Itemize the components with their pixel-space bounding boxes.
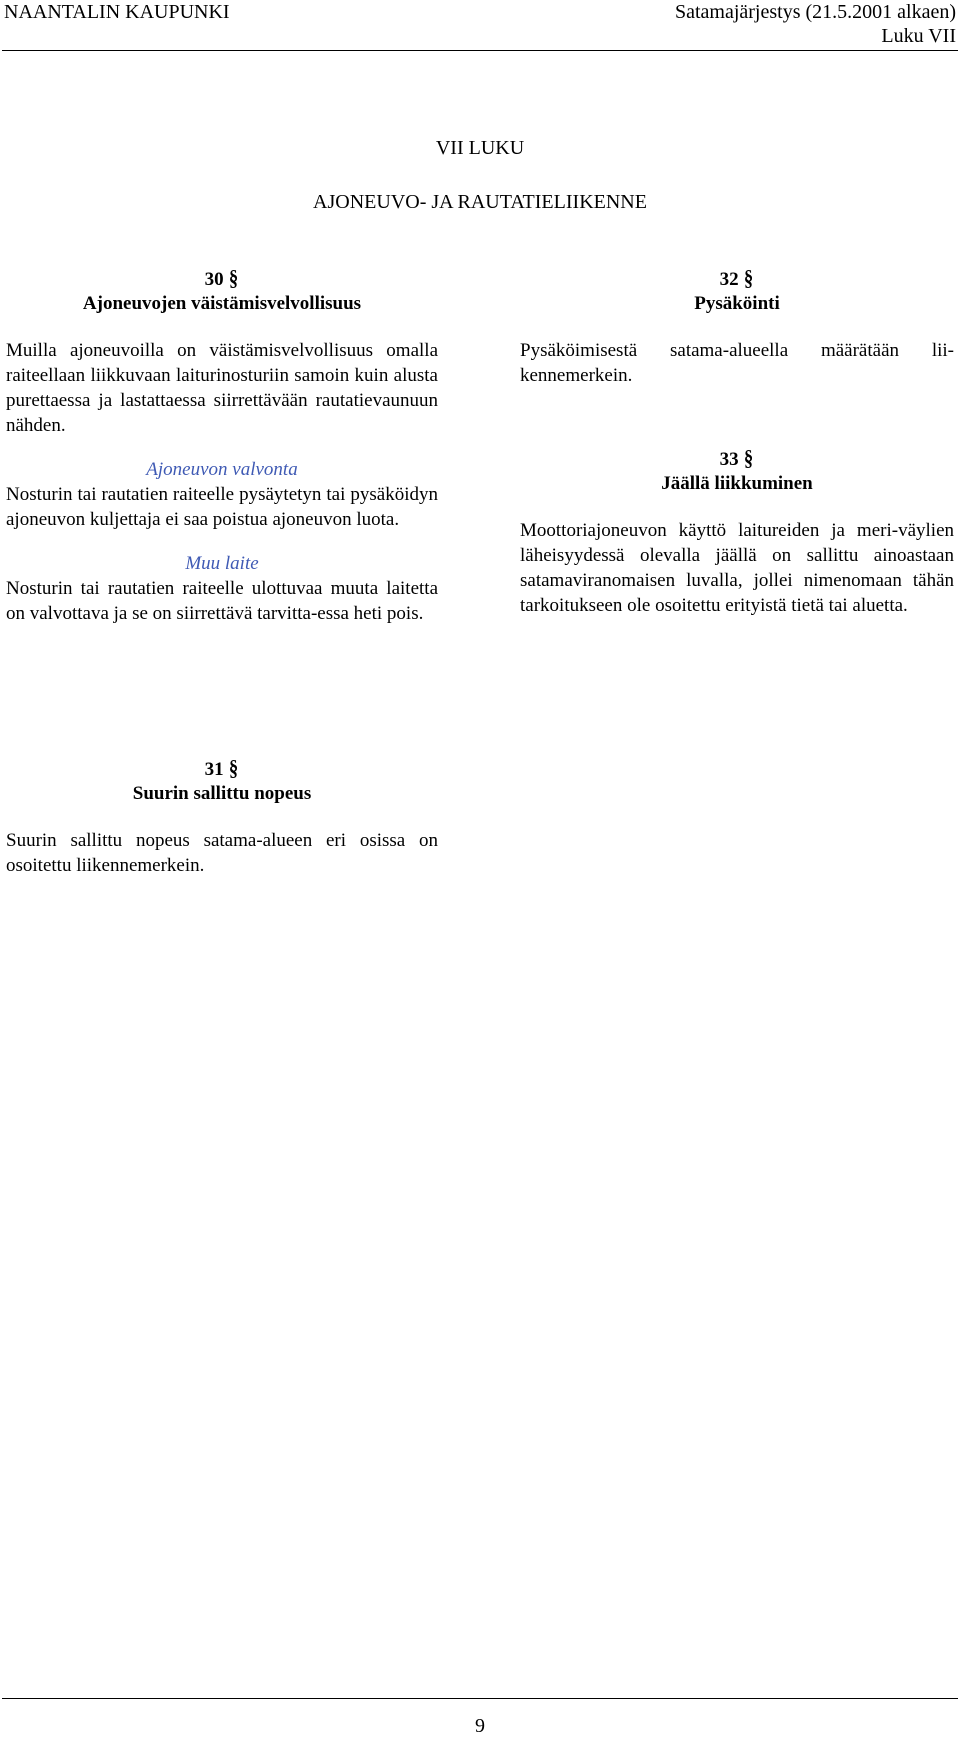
- section-33-number-text: 33: [719, 449, 739, 470]
- section-31-title: Suurin sallittu nopeus: [132, 783, 312, 804]
- section-sign-icon: §: [229, 265, 239, 290]
- section-32-number-text: 32: [719, 269, 739, 290]
- section-33-title: Jäällä liikkuminen: [661, 473, 813, 494]
- section-sign-icon: §: [744, 445, 754, 470]
- section-32-paragraph: Pysäköimisestä satama-alueella määrätään lii-kennemerkein.: [520, 340, 954, 386]
- section-30-sub1-text: Nosturin tai rautatien raiteelle pysäytetyn tai pysäköidyn ajoneuvon kuljettaja ei saa poistua ajoneuvon luota.: [6, 484, 438, 530]
- section-32-title: Pysäköinti: [694, 293, 780, 314]
- header-right-block: [675, 0, 956, 48]
- section-33-paragraph: Moottoriajoneuvon käyttö laitureiden ja meri-väylien läheisyydessä olevalla jäällä on sallittu ainoastaan satamaviranomaisen luvalla, jollei nimenomaan tähän tarkoitukseen ole osoitettu erityistä tietä tai aluetta.: [520, 520, 954, 616]
- section-31-number-text: 31: [204, 759, 224, 780]
- footer-divider: [2, 1698, 958, 1699]
- section-30-sub2-text: Nosturin tai rautatien raiteelle ulottuvaa muuta laitetta on valvottava ja se on siirrettävä tarvitta-essa heti pois.: [6, 578, 438, 624]
- subheading-ajoneuvon-valvonta: Ajoneuvon valvonta: [146, 459, 298, 480]
- chapter-title: AJONEUVO- JA RAUTATIELIIKENNE: [313, 191, 647, 213]
- section-30-number: [6, 266, 438, 292]
- page-number: 9: [475, 1715, 485, 1737]
- header-divider: [2, 50, 958, 51]
- municipality-name: NAANTALIN KAUPUNKI: [4, 1, 230, 23]
- section-30: [6, 266, 438, 626]
- chapter-number: VII LUKU: [435, 137, 525, 159]
- section-sign-icon: §: [229, 755, 239, 780]
- section-32-number: [520, 266, 954, 292]
- section-32: [520, 266, 954, 388]
- page-header: [0, 0, 960, 52]
- section-31-number: [6, 756, 438, 782]
- subheading-muu-laite: Muu laite: [185, 553, 259, 574]
- chapter-reference: Luku VII: [881, 25, 956, 47]
- section-sign-icon: §: [744, 265, 754, 290]
- section-30-number-text: 30: [204, 269, 224, 290]
- section-33: [520, 446, 954, 618]
- section-31: [6, 756, 438, 878]
- section-30-paragraph: Muilla ajoneuvoilla on väistämisvelvollisuus omalla raiteellaan liikkuvaan laiturinosturiin samoin kuin alusta purettaessa ja lastattaessa siirrettävään rautatievaunuun nähden.: [6, 340, 438, 436]
- section-31-paragraph: Suurin sallittu nopeus satama-alueen eri osissa on osoitettu liikennemerkein.: [6, 830, 438, 876]
- section-30-title: Ajoneuvojen väistämisvelvollisuus: [82, 293, 362, 314]
- section-33-number: [520, 446, 954, 472]
- document-title: Satamajärjestys (21.5.2001 alkaen): [674, 1, 956, 23]
